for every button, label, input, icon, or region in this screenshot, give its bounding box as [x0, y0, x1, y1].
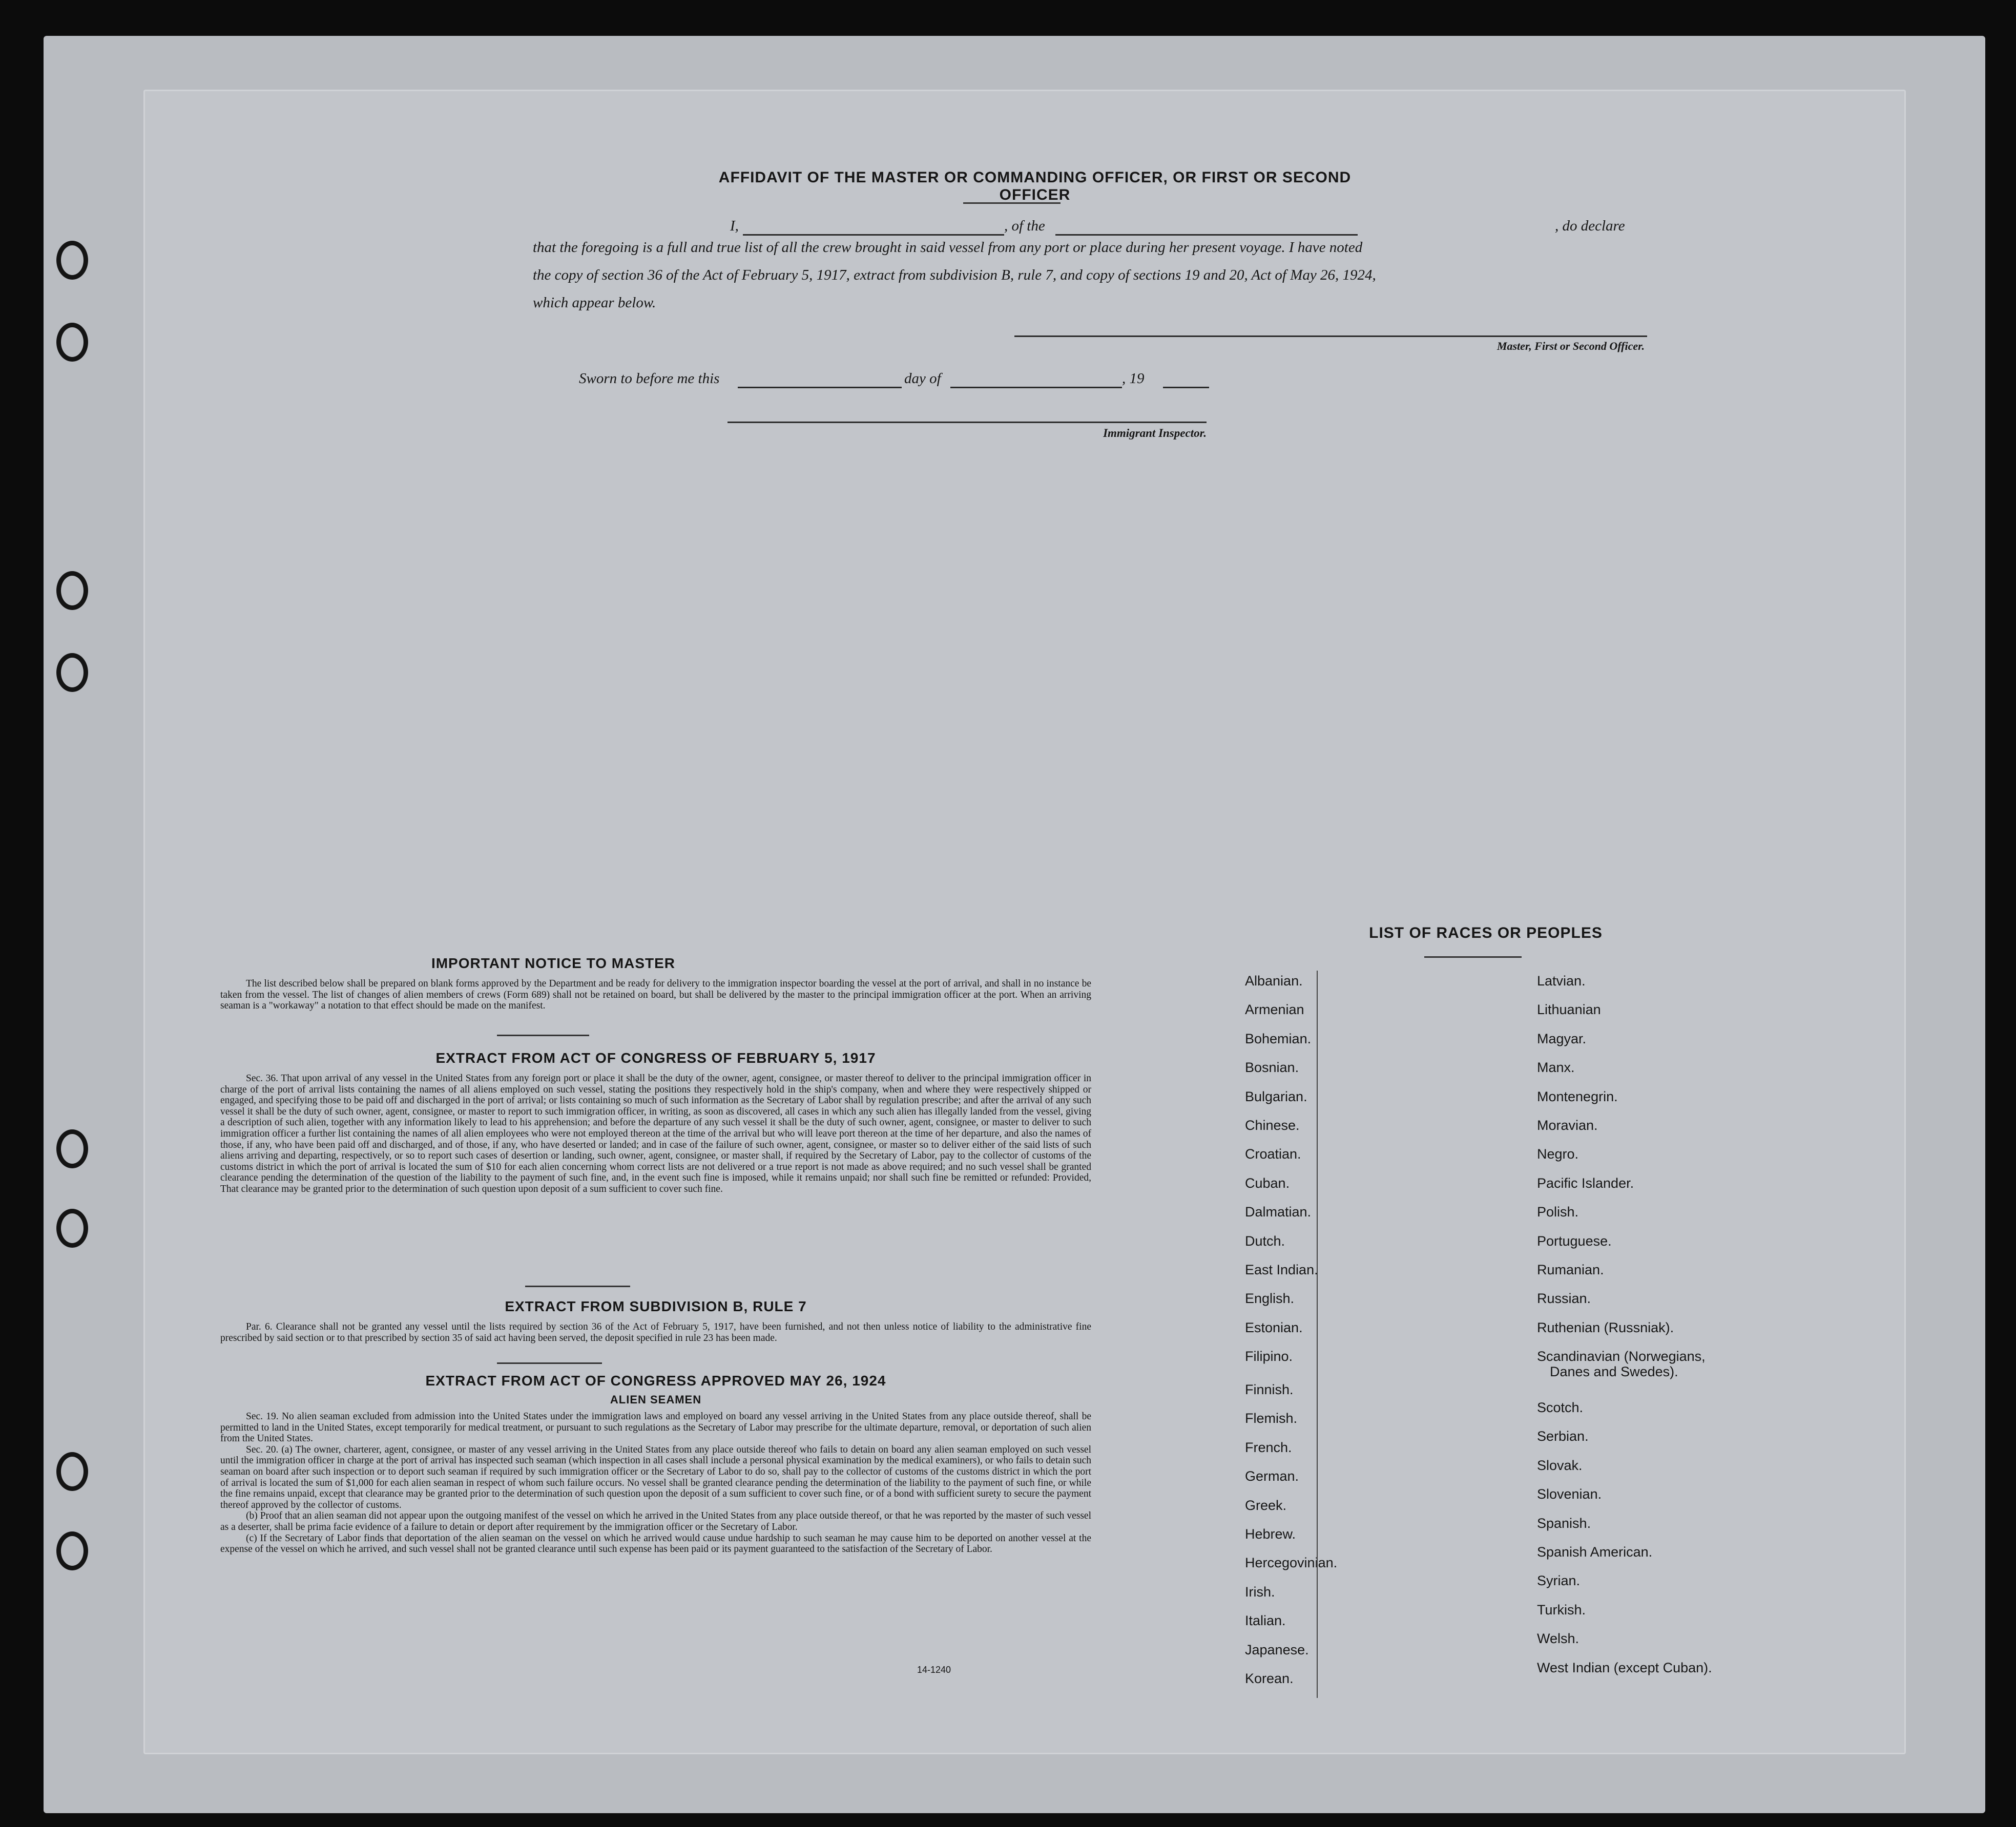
race-item: Korean.	[1245, 1670, 1294, 1686]
notice-heading: IMPORTANT NOTICE TO MASTER	[431, 955, 676, 971]
race-item: French.	[1245, 1439, 1292, 1455]
race-item: Portuguese.	[1537, 1233, 1612, 1249]
race-item: German.	[1245, 1468, 1299, 1484]
race-item: Chinese.	[1245, 1117, 1300, 1133]
race-item: Flemish.	[1245, 1411, 1298, 1426]
race-item: Turkish.	[1537, 1602, 1586, 1618]
race-item: Hercegovinian.	[1245, 1555, 1338, 1571]
race-item: Bohemian.	[1245, 1031, 1312, 1046]
race-item: Negro.	[1537, 1146, 1579, 1162]
extract-1924-heading: EXTRACT FROM ACT OF CONGRESS APPROVED MAY 26, 1924	[425, 1373, 886, 1389]
extract-1917-text: Sec. 36. That upon arrival of any vessel in the United States from any foreign port or place it shall be the duty of the owner, agent, consignee, or master thereof to deliver to the principal immigration officer in charge of the port of arrival lists containing the names of all aliens employed on such vessel, stating the positions they respectively hold in the ship's company, when and where they were respectively shipped or engaged, and specifying those to be paid off and discharged in the port of arrival; or lists containing so much of such information as the Secretary of Labor shall by regulation prescribe; and after the arrival of any such vessel it shall be the duty of such owner, agent, consignee, or master to report to such immigration officer, in writing, as soon as discovered, all cases in which any such alien has illegally landed from the vessel, giving a description of such alien, together with any information likely to lead to his apprehension; and before the departure of any such vessel it shall be the duty of such owner, agent, consignee, or master to deliver to such immigration officer a further list containing the names of all alien employees who were not employed thereon at the time of the arrival but who will leave port thereon at the time of her departure, and also the names of those, if any, who have been paid off and discharged, and of those, if any, who have deserted or landed; and in case of the failure of such owner, agent, consignee, or master so to deliver either of the said lists of such aliens arriving and departing, respectively, or so to report such cases of desertion or landing, such owner, agent, consignee, or master shall, if required by the Secretary of Labor, pay to the collector of customs of the customs district in which the port of arrival is located the sum of $10 for each alien concerning whom correct lists are not delivered or a true report is not made as above required; and no such vessel shall be granted clearance pending the determination of the question of the liability to the payment of such fine, and, in the event such fine is imposed, while it remains unpaid; nor shall such fine be remitted or refunded: Provided, That clearance may be granted prior to the determination of such question upon deposit of a sum sufficient to cover such fine.	[220, 1073, 1091, 1194]
declarant-name-field[interactable]	[743, 234, 1004, 236]
races-column-divider	[1317, 971, 1318, 1698]
inspector-caption: Immigrant Inspector.	[1103, 427, 1207, 439]
race-item: Pacific Islander.	[1537, 1175, 1634, 1191]
race-item: East Indian.	[1245, 1262, 1318, 1277]
race-item: Manx.	[1537, 1060, 1575, 1076]
of-the-label: , of the	[1004, 218, 1045, 234]
notice-text: The list described below shall be prepared on blank forms approved by the Department and be ready for delivery to the immigration inspector boarding the vessel at the port of arrival, and shall in no instance be taken from the vessel. The list of changes of alien members of crews (Form 689) shall not be retained on board, but shall be delivered by the master to the principal immigration officer at the port. When an arriving seaman is a "workaway" a notation to that effect should be made on the manifest.	[220, 978, 1091, 1012]
i-label: I,	[730, 218, 739, 234]
race-item: Polish.	[1537, 1204, 1579, 1220]
affidavit-declaration-line	[533, 218, 1645, 238]
race-item: Bulgarian.	[1245, 1088, 1307, 1104]
binder-hole-left-6	[56, 1209, 88, 1248]
binder-hole-left-3	[56, 571, 88, 610]
race-item: Danes and Swedes).	[1550, 1364, 1678, 1380]
affidavit-heading: AFFIDAVIT OF THE MASTER OR COMMANDING OFFICER, OR FIRST OR SECOND OFFICER	[718, 169, 1352, 203]
race-item: Armenian	[1245, 1002, 1304, 1018]
races-right-column	[1537, 973, 1814, 1689]
race-item: Spanish.	[1537, 1515, 1591, 1531]
race-item: Dutch.	[1245, 1233, 1285, 1249]
race-item: Scotch.	[1537, 1400, 1584, 1416]
race-item: Estonian.	[1245, 1319, 1303, 1335]
affidavit-heading-rule	[963, 202, 1061, 204]
extract-rule7-heading: EXTRACT FROM SUBDIVISION B, RULE 7	[505, 1298, 807, 1314]
race-item: English.	[1245, 1291, 1295, 1307]
race-item: Welsh.	[1537, 1631, 1579, 1647]
binder-hole-left-8	[56, 1531, 88, 1570]
vessel-name-field[interactable]	[1055, 234, 1358, 236]
notice-rule	[497, 1035, 589, 1036]
races-heading-rule	[1424, 956, 1522, 958]
race-item: Slovak.	[1537, 1457, 1583, 1473]
race-item: Japanese.	[1245, 1642, 1309, 1657]
race-item: Russian.	[1537, 1291, 1591, 1307]
alien-seamen-subheading: ALIEN SEAMEN	[610, 1393, 702, 1406]
sworn-year-field[interactable]	[1163, 387, 1209, 388]
sec20b-paragraph: (b) Proof that an alien seaman did not appear upon the outgoing manifest of the vessel on which he arrived in the United States from any place outside thereof, or that he was reported by the master of such vessel as a deserter, shall be prima facie evidence of a failure to detain or deport after requirement by the immigration officer or the Secretary of Labor.	[220, 1510, 1091, 1532]
race-item: Magyar.	[1537, 1031, 1587, 1046]
sworn-line	[579, 370, 1347, 391]
race-item: Ruthenian (Russniak).	[1537, 1319, 1674, 1335]
do-declare-label: , do declare	[1555, 218, 1625, 234]
race-item: Dalmatian.	[1245, 1204, 1312, 1220]
race-item: Cuban.	[1245, 1175, 1290, 1191]
sworn-month-field[interactable]	[950, 387, 1122, 388]
master-signature-caption: Master, First or Second Officer.	[1497, 340, 1645, 352]
binder-hole-left-4	[56, 653, 88, 692]
race-item: Greek.	[1245, 1497, 1287, 1513]
race-item: Hebrew.	[1245, 1526, 1296, 1542]
race-item: Syrian.	[1537, 1573, 1581, 1589]
affidavit-statement-2: the copy of section 36 of the Act of February 5, 1917, extract from subdivision B, rule 7, and copy of sections 19 and 20, Act of May 26, 1924,	[533, 267, 1376, 283]
race-item: Croatian.	[1245, 1146, 1301, 1162]
race-item: Lithuanian	[1537, 1002, 1601, 1018]
race-item: Albanian.	[1245, 973, 1303, 989]
race-item: Bosnian.	[1245, 1060, 1299, 1076]
race-item: Moravian.	[1537, 1117, 1598, 1133]
races-heading: LIST OF RACES OR PEOPLES	[1369, 925, 1603, 941]
year-label: , 19	[1122, 370, 1145, 387]
race-item: Filipino.	[1245, 1349, 1293, 1364]
inspector-signature-line[interactable]	[728, 422, 1207, 423]
race-item: Latvian.	[1537, 973, 1586, 989]
sec19-paragraph: Sec. 19. No alien seaman excluded from admission into the United States under the immigration laws and employed on board any vessel arriving in the United States from any place outside thereof, shall be permitted to land in the United States, except temporarily for medical treatment, or pursuant to such regulations as the Secretary of Labor may prescribe for the ultimate departure, removal, or deportation of such alien from the United States.	[220, 1411, 1091, 1444]
form-number: 14-1240	[917, 1665, 951, 1675]
sec20c-paragraph: (c) If the Secretary of Labor finds that deportation of the alien seaman on the vessel on which he arrived would cause undue hardship to such seaman he may cause him to be deported on another vessel at the expense of the vessel on which he arrived, and such vessel shall not be granted clearance until such expense has been paid or its payment guaranteed to the satisfaction of the Secretary of Labor.	[220, 1532, 1091, 1555]
race-item: Finnish.	[1245, 1382, 1294, 1398]
binder-hole-left-7	[56, 1452, 88, 1491]
day-of-label: day of	[904, 370, 941, 387]
race-item: Serbian.	[1537, 1429, 1589, 1444]
sec20a-paragraph: Sec. 20. (a) The owner, charterer, agent, consignee, or master of any vessel arriving in the United States from any place outside thereof who fails to detain on board any alien seaman employed on such vessel until the immigration officer in charge at the port of arrival has inspected such seaman (which inspection in all cases shall include a personal physical examination by the medical examiners), or who fails to detain such seaman on board after such inspection or to deport such seaman if required by such immigration officer or the Secretary of Labor to do so, shall pay to the collector of customs of the customs district in which the port of arrival is located the sum of $1,000 for each alien seaman in respect of whom such failure occurs. No vessel shall be granted clearance pending the determination of the liability to the payment of such fine, or while the fine remains unpaid, except that clearance may be granted prior to the determination of such question upon the deposit of a sum sufficient to cover such fine, or of a bond with sufficient surety to secure the payment thereof approved by the collector of customs.	[220, 1444, 1091, 1510]
manifest-back-page	[143, 90, 1906, 1754]
extract-rule7-rule	[497, 1362, 602, 1364]
sec19-text	[220, 1411, 1091, 1555]
race-item: Montenegrin.	[1537, 1088, 1618, 1104]
race-item: Rumanian.	[1537, 1262, 1604, 1277]
extract-rule7-text: Par. 6. Clearance shall not be granted any vessel until the lists required by section 36 of the Act of February 5, 1917, have been furnished, and not then unless notice of liability to the administrative fine prescribed by said section or to that prescribed by section 35 of said act having been served, the deposit specified in rule 23 has been made.	[220, 1321, 1091, 1343]
race-item: Italian.	[1245, 1613, 1286, 1629]
binder-hole-left-1	[56, 241, 88, 280]
binder-hole-left-5	[56, 1129, 88, 1168]
race-item: Spanish American.	[1537, 1544, 1653, 1560]
binder-hole-left-2	[56, 323, 88, 362]
race-item: Slovenian.	[1537, 1486, 1602, 1502]
affidavit-statement-3: which appear below.	[533, 295, 656, 311]
race-item: West Indian (except Cuban).	[1537, 1660, 1712, 1675]
master-signature-line[interactable]	[1014, 335, 1647, 337]
affidavit-statement-1: that the foregoing is a full and true list of all the crew brought in said vessel from any port or place during her present voyage. I have noted	[533, 239, 1363, 256]
sworn-label: Sworn to before me this	[579, 370, 720, 387]
extract-1917-rule	[525, 1286, 630, 1287]
race-item: Irish.	[1245, 1584, 1275, 1600]
sworn-day-field[interactable]	[738, 387, 902, 388]
extract-1917-heading: EXTRACT FROM ACT OF CONGRESS OF FEBRUARY 5, 1917	[435, 1050, 876, 1066]
race-item: Scandinavian (Norwegians,	[1537, 1349, 1706, 1364]
races-left-column	[1245, 973, 1414, 1699]
